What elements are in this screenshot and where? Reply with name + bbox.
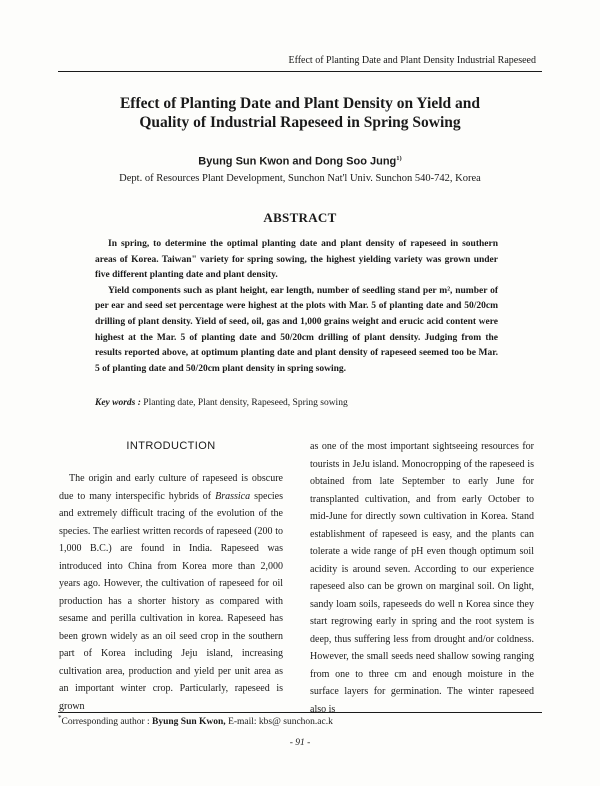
corresponding-author-footnote bbox=[58, 714, 333, 727]
body-text: species and extremely difficult tracing of the evolution of the species. The earliest written records of rapeseed (200 to 1,000 B.C.) are found in India. Rapeseed was introduced into China from Korea more than 2,000 years ago. However, the cultivation of rapeseed for oil production has a shorter history as compared with sesame and perilla cultivation in korea. Rapeseed has been grown widely as an oil seed crop in the southern part of Korea including Jeju island, increasing cultivation area, production and yield per unit area as an important winter crop. Particularly, rapeseed is grown bbox=[59, 490, 283, 712]
affiliation: Dept. of Resources Plant Development, Sunchon Nat'l Univ. Sunchon 540-742, Korea bbox=[119, 173, 481, 184]
title-line-1: Effect of Planting Date and Plant Density on Yield and bbox=[119, 95, 481, 112]
running-head: Effect of Planting Date and Plant Density Industrial Rapeseed bbox=[288, 55, 536, 66]
header-rule bbox=[58, 71, 542, 72]
author-footnote-mark: 1) bbox=[396, 155, 402, 162]
footnote-mark: * bbox=[58, 714, 62, 722]
paper-title bbox=[40, 94, 560, 132]
keywords-label: Key words : bbox=[95, 398, 141, 408]
genus-name: Brassica bbox=[215, 490, 251, 502]
body-paragraph: as one of the most important sightseeing resources for tourists in JeJu island. Monocropping of the rapeseed is obtained from late September to early June for transplanted cultivation, and from early October to mid-June for directly sown cultivation in Korea. Stand establishment of rapeseed is easy, and the plants can tolerate a wide range of pH even though optimum soil acidity is around seven. According to our experience rapeseed also can be grown on marginal soil. On light, sandy loam soils, rapeseeds do well n Korea since they start regrowing early in spring and the root system is deep, thus suffering less from drought and/or coldness. However, the small seeds need shallow sowing ranging from one to three cm and enough moisture in the surface layers for germination. The winter rapeseed also is bbox=[310, 441, 534, 715]
body-paragraph bbox=[59, 470, 283, 715]
title-line-2: Quality of Industrial Rapeseed in Spring Sowing bbox=[139, 114, 461, 131]
abstract-paragraph: In spring, to determine the optimal planting date and plant density of rapeseed in southern areas of Korea. Taiwan" variety for spring sowing, the highest yielding variety was grown under five different planting date and plant density. bbox=[95, 239, 498, 281]
footnote-author-name: Byung Sun Kwon, bbox=[152, 717, 226, 728]
footnote-contact: E-mail: kbs@ sunchon.ac.k bbox=[225, 717, 333, 728]
page-number: - 91 - bbox=[289, 738, 311, 748]
author-list bbox=[0, 155, 600, 168]
footnote-label: Corresponding author : bbox=[61, 717, 153, 728]
footnote-rule bbox=[58, 712, 542, 713]
body-column-left bbox=[59, 470, 283, 715]
section-heading-introduction: INTRODUCTION bbox=[126, 440, 216, 452]
body-column-right bbox=[310, 438, 534, 718]
body-text: The origin and early culture of rapeseed is obscure due to many interspecific hybrids of bbox=[59, 473, 283, 502]
keywords bbox=[95, 398, 498, 408]
abstract-body bbox=[95, 237, 498, 377]
abstract-heading: ABSTRACT bbox=[263, 210, 337, 225]
abstract-paragraph: Yield components such as plant height, ear length, number of seedling stand per m², number of per ear and seed set percentage were highest at the plots with Mar. 5 of planting date and 50/20cm drilling of plant density. Yield of seed, oil, gas and 1,000 grains weight and erucic acid content were highest at the Mar. 5 of planting date and 50/20cm drilling of plant density. Judging from the results reported above, at optimum planting date and plant density of rapeseed seemed too be Mar. 5 of planting date and 50/20cm plant density in spring sowing. bbox=[95, 285, 498, 374]
keywords-text: Planting date, Plant density, Rapeseed, Spring sowing bbox=[143, 398, 348, 408]
author-names: Byung Sun Kwon and Dong Soo Jung bbox=[198, 155, 397, 168]
